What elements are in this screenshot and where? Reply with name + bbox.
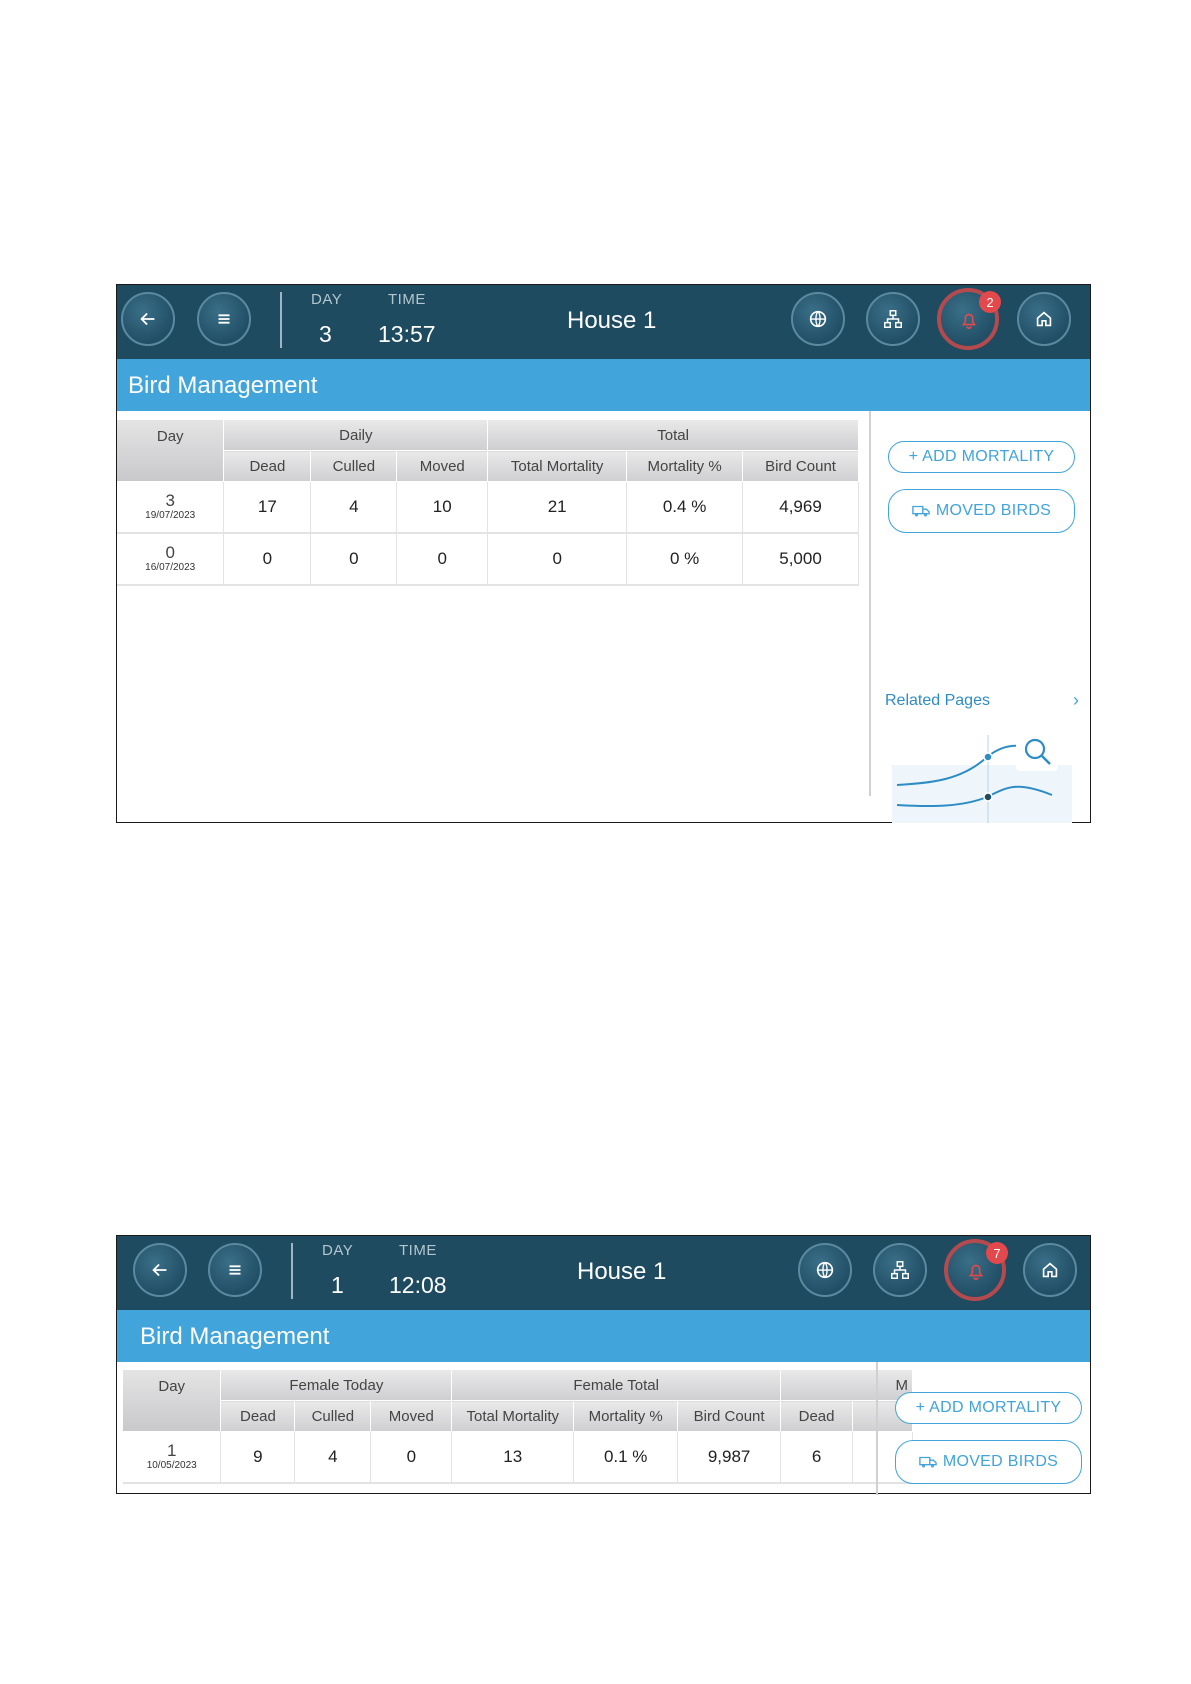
cell-total-mortality: 0 [488,533,627,585]
network-icon [882,308,904,330]
col-header-day: Day [117,420,224,482]
group-header-male-partial: M [781,1370,913,1401]
table-row[interactable] [123,1432,913,1484]
cell-dead: 9 [221,1432,295,1484]
col-header-culled: Culled [311,451,397,482]
add-mortality-button[interactable]: + ADD MORTALITY [888,441,1075,473]
globe-icon [814,1259,836,1281]
back-arrow-icon [137,308,159,330]
truck-icon [912,504,930,518]
cell-dead: 0 [224,533,311,585]
cell-moved: 0 [371,1432,452,1484]
cell-bird-count: 9,987 [678,1432,781,1484]
col-header-moved: Moved [371,1401,452,1432]
time-value: 12:08 [389,1272,447,1298]
page-title-bar [117,1310,1090,1362]
day-number: 0 [165,543,175,562]
side-panel-divider [869,411,871,796]
page-title: Bird Management [128,372,318,399]
col-header-mortality-pct: Mortality % [627,451,743,482]
side-panel-divider [876,1362,878,1495]
header-divider [291,1243,293,1299]
menu-icon [213,308,235,330]
cell-mortality-pct: 0 % [627,533,743,585]
cell-culled: 4 [311,482,397,534]
table-row[interactable] [117,533,859,585]
house-title: House 1 [567,307,657,334]
menu-button[interactable] [208,1243,262,1297]
mortality-table [117,420,859,586]
day-cell [123,1432,221,1484]
col-header-male-dead: Dead [781,1401,853,1432]
back-button[interactable] [133,1243,187,1297]
chart-thumbnail-icon[interactable] [892,725,1072,823]
group-header-total: Total [488,420,859,451]
cell-total-mortality: 21 [488,482,627,534]
col-header-culled: Culled [295,1401,371,1432]
day-cell [117,482,224,534]
group-header-female-today: Female Today [221,1370,452,1401]
screenshot-bird-management-1 [116,284,1091,823]
screenshot-bird-management-2 [116,1235,1091,1494]
menu-icon [224,1259,246,1281]
globe-button[interactable] [791,292,845,346]
day-cell [117,533,224,585]
day-label: DAY [322,1242,354,1259]
cell-male-dead: 6 [781,1432,853,1484]
group-header-daily: Daily [224,420,488,451]
menu-button[interactable] [197,292,251,346]
cell-total-mortality: 13 [452,1432,574,1484]
day-value: 3 [319,321,332,347]
moved-birds-label: MOVED BIRDS [935,502,1052,519]
table-viewport[interactable] [123,1370,908,1495]
day-number: 1 [166,1441,177,1460]
alarm-button[interactable] [944,1239,1006,1301]
day-value: 1 [331,1272,344,1298]
cell-mortality-pct: 0.1 % [574,1432,678,1484]
col-header-bird-count: Bird Count [678,1401,781,1432]
day-label: DAY [311,291,343,308]
cell-culled: 4 [295,1432,371,1484]
alarm-count-badge: 2 [979,291,1001,313]
moved-birds-button[interactable] [888,489,1075,533]
cell-dead: 17 [224,482,311,534]
top-bar [117,1236,1090,1310]
moved-birds-label: MOVED BIRDS [942,1453,1059,1470]
related-pages-link[interactable]: Related Pages [885,692,990,709]
time-label: TIME [388,291,426,308]
cell-moved: 10 [397,482,488,534]
col-header-mortality-pct: Mortality % [574,1401,678,1432]
col-header-bird-count: Bird Count [743,451,859,482]
network-icon [889,1259,911,1281]
day-date: 16/07/2023 [145,562,196,573]
cell-mortality-pct: 0.4 % [627,482,743,534]
day-date: 10/05/2023 [146,1460,197,1471]
alarm-count-badge: 7 [986,1242,1008,1264]
cell-bird-count: 5,000 [743,533,859,585]
home-button[interactable] [1017,292,1071,346]
house-title: House 1 [577,1258,667,1285]
mortality-table [123,1370,913,1484]
col-header-total-mortality: Total Mortality [452,1401,574,1432]
col-header-dead: Dead [224,451,311,482]
time-value: 13:57 [378,321,436,347]
home-icon [1039,1259,1061,1281]
cell-culled: 0 [311,533,397,585]
moved-birds-button[interactable] [895,1440,1082,1484]
back-arrow-icon [149,1259,171,1281]
col-header-moved: Moved [397,451,488,482]
network-button[interactable] [866,292,920,346]
day-date: 19/07/2023 [145,510,196,521]
truck-icon [919,1455,937,1469]
time-label: TIME [399,1242,437,1259]
header-divider [280,292,282,348]
group-header-female-total: Female Total [452,1370,781,1401]
globe-icon [807,308,829,330]
cell-moved: 0 [397,533,488,585]
day-number: 3 [165,491,175,510]
cell-bird-count: 4,969 [743,482,859,534]
col-header-total-mortality: Total Mortality [488,451,627,482]
chevron-right-icon[interactable]: › [1073,690,1079,710]
bell-icon [965,1260,987,1282]
home-button[interactable] [1023,1243,1077,1297]
globe-button[interactable] [798,1243,852,1297]
network-button[interactable] [873,1243,927,1297]
top-bar [117,285,1090,359]
page-title: Bird Management [140,1323,330,1350]
page-title-bar [117,359,1090,411]
add-mortality-button[interactable]: + ADD MORTALITY [895,1392,1082,1424]
bell-icon [958,309,980,331]
back-button[interactable] [121,292,175,346]
home-icon [1033,308,1055,330]
col-header-day: Day [123,1370,221,1432]
alarm-button[interactable] [937,288,999,350]
col-header-dead: Dead [221,1401,295,1432]
table-row[interactable] [117,482,859,534]
